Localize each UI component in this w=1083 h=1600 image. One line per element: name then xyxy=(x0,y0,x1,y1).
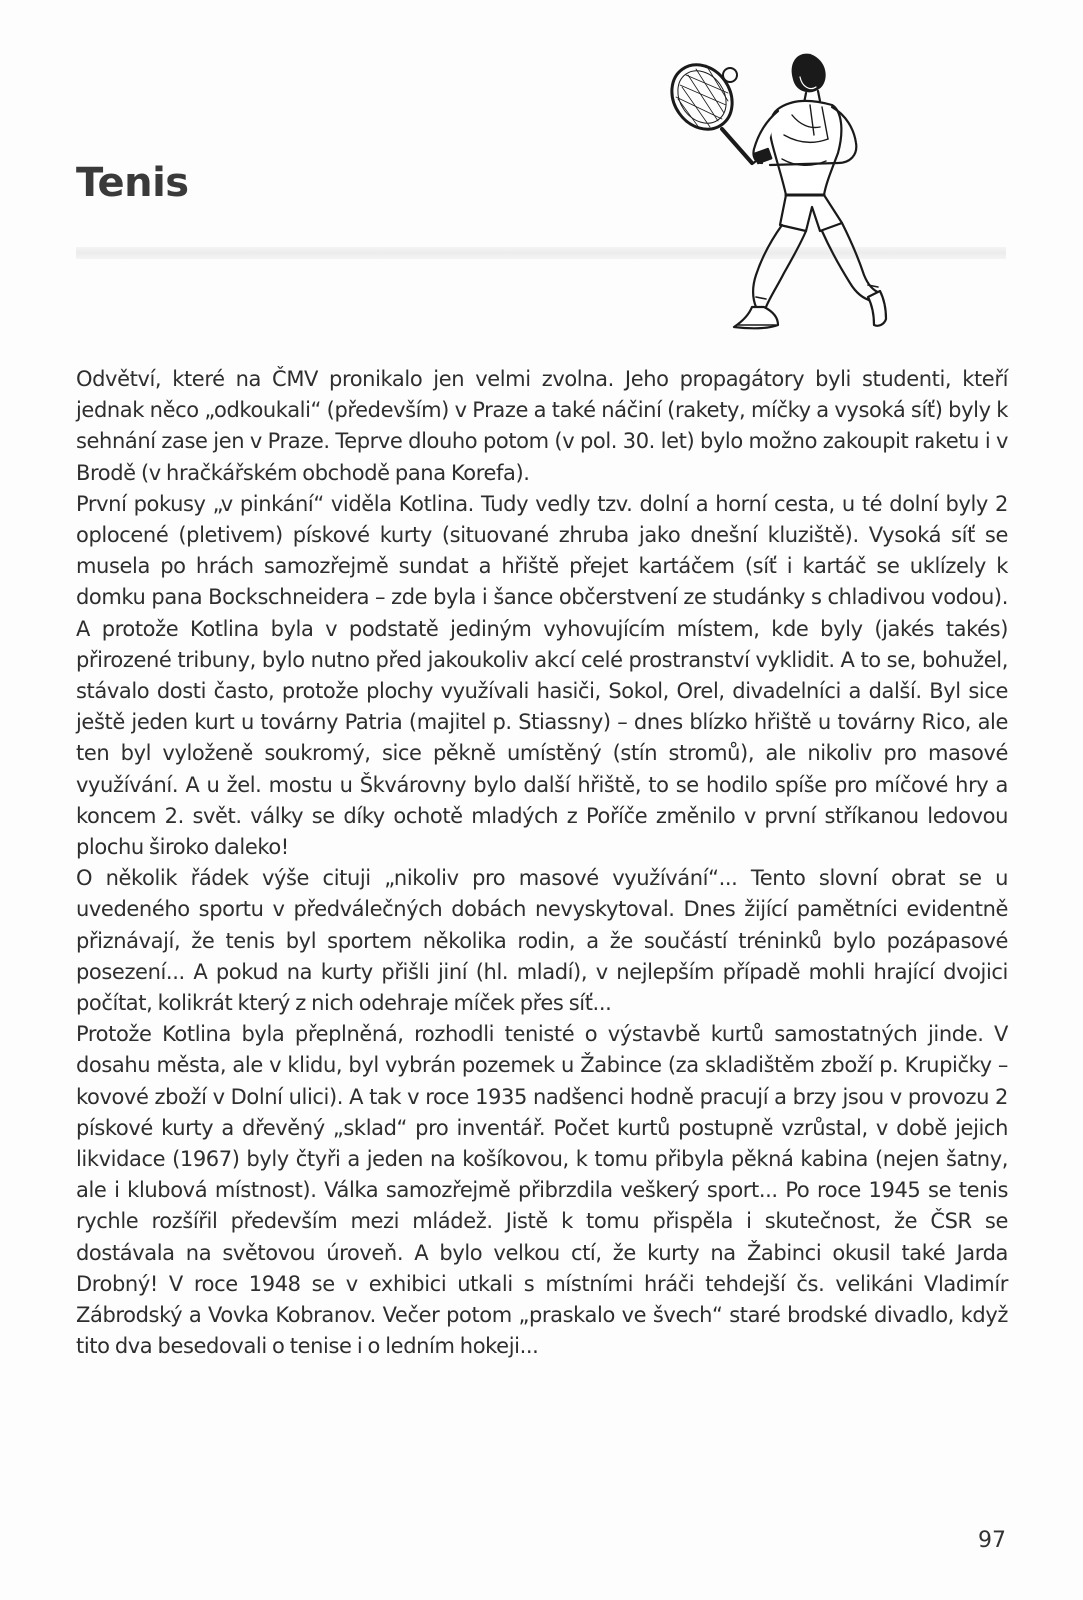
page-title: Tenis xyxy=(76,160,189,206)
paragraph: Protože Kotlina byla přeplněná, rozhodli tenisté o výstavbě kurtů samostatných jinde. V dosahu města, ale v klidu, byl vybrán pozemek u Žabince (za skladištěm zboží p. Krupičky – kovové zboží v Dolní ulici). A tak v roce 1935 nadšenci hodně pracují a brzy jsou v provozu 2 pískové kurty a dřevěný „sklad“ pro inventář. Počet kurtů postupně vzrůstal, v době jejich likvidace (1967) byly čtyři a jeden na košíkovou, k tomu přibyla pěkná kabina (nejen šatny, ale i klubová místnost). Válka samozřejmě přibrzdila veškerý sport... Po roce 1945 se tenis rychle rozšířil především mezi mládež. Jistě k tomu přispěla i skutečnost, že ČSR se dostávala na světovou úroveň. A bylo velkou ctí, že kurty na Žabinci okusil také Jarda Drobný! V roce 1948 se v exhibici utkali s místními hráči tehdejší čs. velikáni Vladimír Zábrodský a Vovka Kobranov. Večer potom „praskalo ve švech“ staré brodské divadlo, když tito dva besedovali o tenise i o ledním hokeji... xyxy=(76,1022,1008,1359)
paragraph: O několik řádek výše cituji „nikoliv pro masové využívání“... Tento slovní obrat se u uvedeného sportu v předválečných dobách nevyskytoval. Dnes žijící pamětníci evidentně přiznávají, že tenis byl sportem několika rodin, a že součástí tréninků bylo pozápasové posezení... A pokud na kurty přišli jiní (hl. mladí), v nejlepším případě mohli hrající dvojici počítat, kolikrát který z nich odehraje míček přes síť... xyxy=(76,866,1008,1016)
page-number: 97 xyxy=(978,1528,1006,1553)
article-body xyxy=(76,364,1008,1363)
paragraph: Odvětví, které na ČMV pronikalo jen velmi zvolna. Jeho propagátory byli studenti, kteří jednak něco „odkoukali“ (především) v Praze a také náčiní (rakety, míčky a vysoká síť) byly k sehnání zase jen v Praze. Teprve dlouho potom (v pol. 30. let) bylo možno zakoupit raketu i v Brodě (v hračkářském obchodě pana Korefa). xyxy=(76,367,1008,485)
tennis-player-icon xyxy=(660,35,890,335)
paragraph: První pokusy „v pinkání“ viděla Kotlina. Tudy vedly tzv. dolní a horní cesta, u té dolní byly 2 oplocené (pletivem) pískové kurty (situované zhruba jako dnešní kluziště). Vysoká síť se musela po hrách samozřejmě sundat a hřiště přejet kartáčem (síť i kartáč se uklízely k domku pana Bockschneidera – zde byla i šance občerstvení ze studánky s chladivou vodou). A protože Kotlina byla v podstatě jediným vyhovujícím místem, kde byly (jakés takés) přirozené tribuny, bylo nutno před jakoukoliv akcí celé prostranství vyklidit. A to se, bohužel, stávalo dosti často, protože plochy využívali hasiči, Sokol, Orel, divadelníci a další. Byl sice ještě jeden kurt u továrny Patria (majitel p. Stiassny) – dnes blízko hřiště u továrny Rico, ale ten byl vyloženě soukromý, sice pěkně umístěný (stín stromů), ale nikoliv pro masové využívání. A u žel. mostu u Škvárovny bylo další hřiště, to se hodilo spíše pro míčové hry a koncem 2. svět. války se díky ochotě mladých z Poříče změnilo v první stříkanou ledovou plochu široko daleko! xyxy=(76,491,1008,860)
